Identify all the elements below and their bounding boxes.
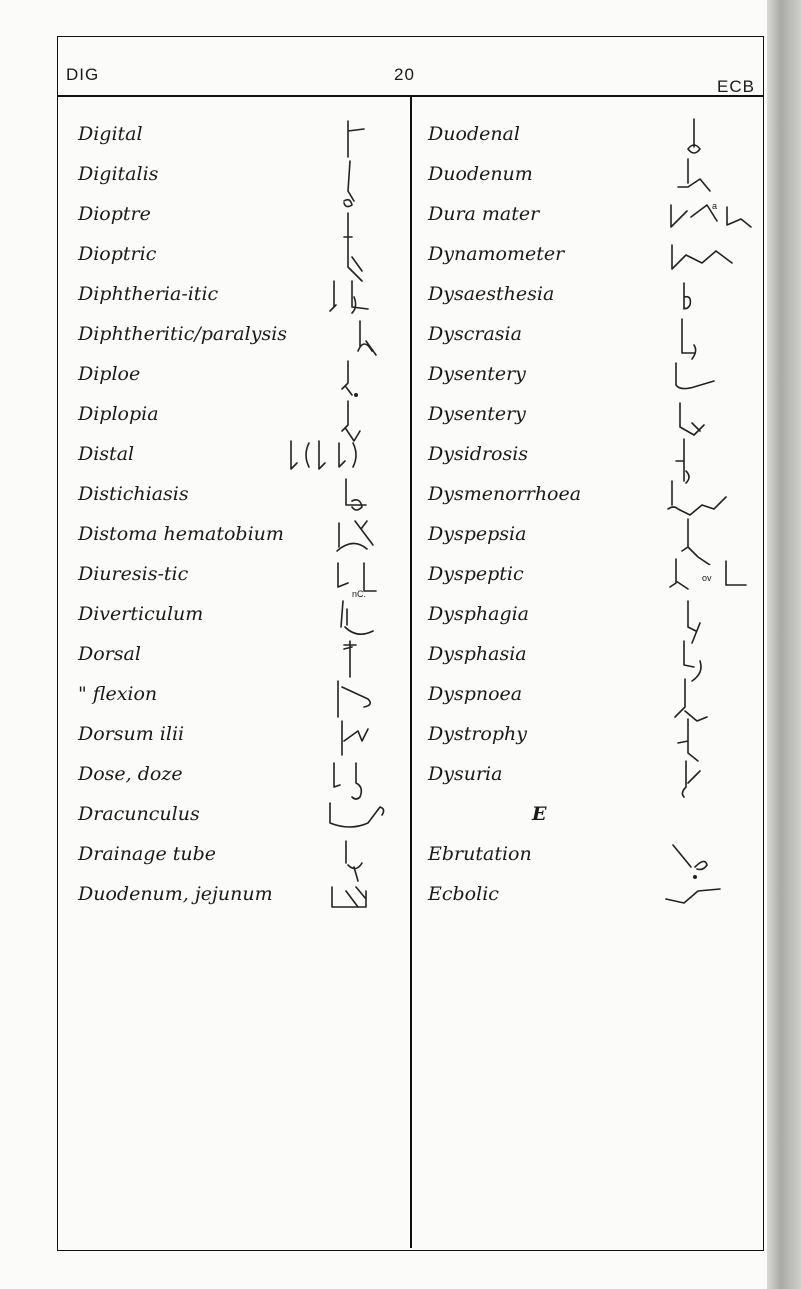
page-edge-shadow (767, 0, 801, 1289)
outline-note: ov (702, 573, 712, 583)
header-right-label: ECB (717, 77, 755, 96)
entry-row (58, 837, 410, 877)
entry-word: Dioptric (78, 243, 157, 265)
entry-row (412, 717, 762, 757)
entry-word: Dorsum ilii (78, 723, 185, 745)
entry-row (412, 397, 762, 437)
entry-row (412, 437, 762, 477)
entry-word: Dysphasia (428, 643, 527, 665)
entry-word: Dysphagia (428, 603, 530, 625)
outline-note: a (712, 201, 718, 211)
entry-row (58, 637, 410, 677)
entry-row (58, 277, 410, 317)
entry-row (58, 757, 410, 797)
entry-word: Digitalis (78, 163, 159, 185)
entry-word: Diphtheritic/paralysis (78, 323, 288, 345)
entry-row (58, 157, 410, 197)
entry-row (58, 357, 410, 397)
entry-row (58, 717, 410, 757)
entry-row (58, 317, 410, 357)
entry-word: Dorsal (78, 643, 141, 665)
entry-word: Duodenal (428, 123, 520, 145)
entry-row (58, 557, 410, 597)
entry-word: Drainage tube (78, 843, 217, 865)
entry-row (412, 877, 762, 917)
entry-word: Dysentery (428, 403, 526, 425)
outline-note: nC. (352, 589, 367, 599)
entry-row (412, 837, 762, 877)
entry-row (58, 197, 410, 237)
entry-word: Duodenum, jejunum (78, 883, 273, 905)
entry-word: Dyspepsia (428, 523, 527, 545)
entry-word: Dyspnoea (428, 683, 523, 705)
entry-row (412, 117, 762, 157)
entry-row (58, 517, 410, 557)
entry-row (412, 157, 762, 197)
entry-row (412, 557, 762, 597)
entry-word: Dura mater (428, 203, 540, 225)
entry-word: Dose, doze (78, 763, 183, 785)
entry-word: Diphtheria-itic (78, 283, 219, 305)
entry-row (412, 797, 762, 837)
entry-word: Dynamometer (428, 243, 565, 265)
entry-word: Dioptre (78, 203, 151, 225)
entry-word: Dyspeptic (428, 563, 524, 585)
entry-word: Ebrutation (428, 843, 532, 865)
page-frame (57, 36, 764, 1251)
entry-word: Diverticulum (78, 603, 204, 625)
entry-row (412, 277, 762, 317)
entry-word: Dysmenorrhoea (428, 483, 582, 505)
entry-row (58, 797, 410, 837)
section-letter: E (532, 803, 547, 825)
entry-word: Digital (78, 123, 143, 145)
entry-word: Distal (78, 443, 135, 465)
entry-word: Dysentery (428, 363, 526, 385)
entry-row (58, 117, 410, 157)
entry-row (58, 237, 410, 277)
entry-word: Diploe (78, 363, 141, 385)
page-header (58, 37, 763, 97)
entry-word: Ecbolic (428, 883, 499, 905)
entry-word: Duodenum (428, 163, 533, 185)
entry-word: Dysaesthesia (428, 283, 555, 305)
shorthand-outline (660, 877, 740, 925)
entry-row (412, 517, 762, 557)
entry-row (412, 237, 762, 277)
entry-word: Distichiasis (78, 483, 189, 505)
entry-row (412, 357, 762, 397)
page-number: 20 (394, 65, 415, 84)
entry-row (412, 597, 762, 637)
shorthand-outline (326, 877, 386, 925)
entry-word: Diplopia (78, 403, 159, 425)
entry-word: Dracunculus (78, 803, 200, 825)
header-left-label: DIG (66, 65, 100, 84)
entry-row (412, 197, 762, 237)
entry-word: Dysuria (428, 763, 503, 785)
entry-row (58, 597, 410, 637)
entry-row (58, 437, 410, 477)
entry-word: " flexion (78, 683, 158, 705)
entry-row (58, 877, 410, 917)
entry-word: Diuresis-tic (78, 563, 189, 585)
entry-word: Dystrophy (428, 723, 528, 745)
entry-row (412, 477, 762, 517)
entry-row (412, 317, 762, 357)
entry-row (412, 757, 762, 797)
entry-word: Dyscrasia (428, 323, 522, 345)
entry-word: Dysidrosis (428, 443, 529, 465)
entry-row (58, 397, 410, 437)
entry-row (412, 637, 762, 677)
entry-row (412, 677, 762, 717)
entry-word: Distoma hematobium (78, 523, 284, 545)
entry-row (58, 677, 410, 717)
entry-row (58, 477, 410, 517)
